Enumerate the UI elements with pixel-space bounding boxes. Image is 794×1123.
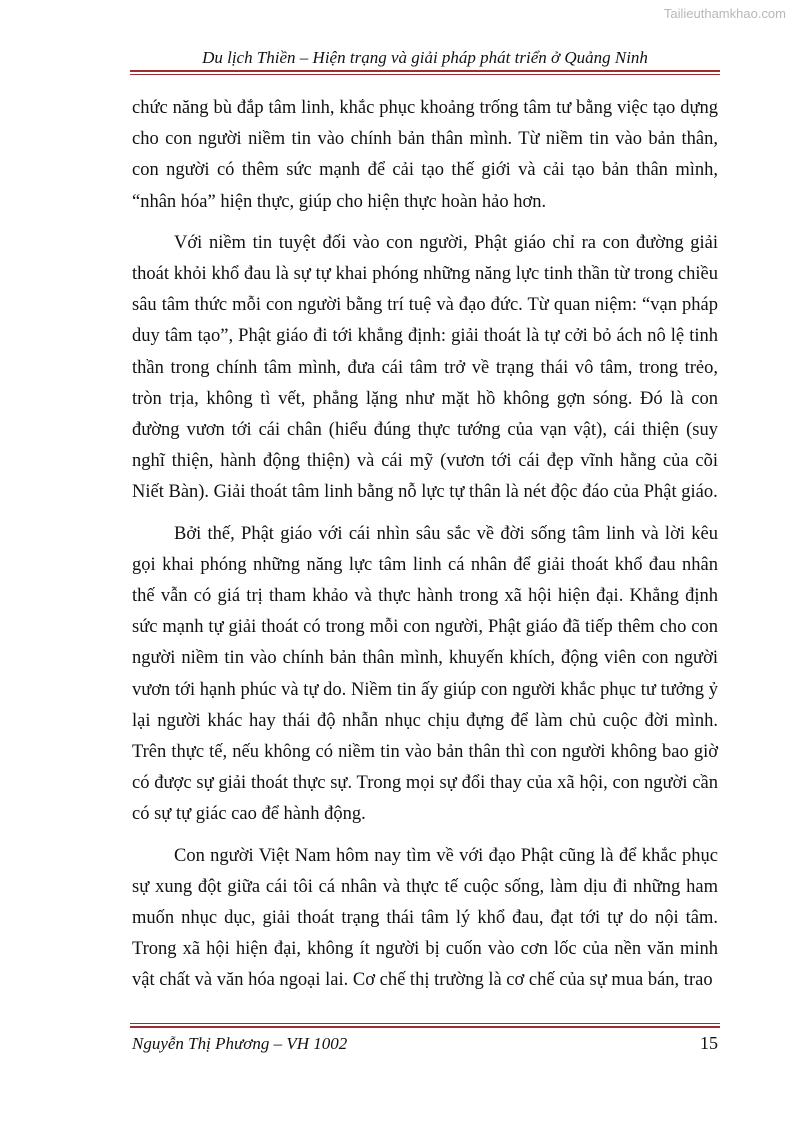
header-rule-thick [130,70,720,72]
page-body [132,93,718,1007]
running-header-title: Du lịch Thiền – Hiện trạng và giải pháp phát triển ở Quảng Ninh [202,48,648,67]
footer-rule-thick [130,1026,720,1028]
page-number: 15 [700,1033,718,1053]
paragraph-2: Với niềm tin tuyệt đối vào con người, Phật giáo chỉ ra con đường giải thoát khỏi khổ đau là sự tự khai phóng những năng lực tinh thần từ trong chiều sâu tâm thức mỗi con người bằng trí tuệ và đạo đức. Từ quan niệm: “vạn pháp duy tâm tạo”, Phật giáo đi tới khẳng định: giải thoát là tự cởi bỏ ách nô lệ tinh thần trong chính tâm mình, đưa cái tâm trở về trạng thái vô tâm, trong trẻo, tròn trịa, không tì vết, phẳng lặng như mặt hồ không gợn sóng. Đó là con đường vươn tới cái chân (hiểu đúng thực tướng của vạn vật), cái thiện (suy nghĩ thiện, hành động thiện) và cái mỹ (vươn tới cái đẹp vĩnh hằng của cõi Niết Bàn). Giải thoát tâm linh bằng nỗ lực tự thân là nét độc đáo của Phật giáo. [132,232,718,503]
paragraph-4: Con người Việt Nam hôm nay tìm về với đạo Phật cũng là để khắc phục sự xung đột giữa cái tôi cá nhân và thực tế cuộc sống, làm dịu đi những ham muốn nhục dục, giải thoát trạng thái tâm lý khổ đau, đạt tới tự do nội tâm. Trong xã hội hiện đại, không ít người bị cuốn vào cơn lốc của nền văn minh vật chất và văn hóa ngoại lai. Cơ chế thị trường là cơ chế của sự mua bán, trao [132,845,718,991]
watermark-text: Tailieuthamkhao.com [663,6,786,21]
paragraph-3: Bởi thế, Phật giáo với cái nhìn sâu sắc về đời sống tâm linh và lời kêu gọi khai phóng những năng lực tâm linh cá nhân để giải thoát khổ đau nhân thế vẫn có giá trị tham khảo và thực hành trong xã hội hiện đại. Khẳng định sức mạnh tự giải thoát có trong mỗi con người, Phật giáo đã tiếp thêm cho con người niềm tin vào chính bản thân mình, khuyến khích, động viên con người vươn tới hạnh phúc và tự do. Niềm tin ấy giúp con người khắc phục tư tưởng ỷ lại người khác hay thái độ nhẫn nhục chịu đựng để làm chủ cuộc đời mình. Trên thực tế, nếu không có niềm tin vào bản thân thì con người không bao giờ có được sự giải thoát thực sự. Trong mọi sự đổi thay của xã hội, con người cần có sự tự giác cao để hành động. [132,523,718,825]
footer-rule-thin [130,1023,720,1024]
header-rule-thin [130,74,720,75]
footer-author: Nguyễn Thị Phương – VH 1002 [132,1034,348,1053]
paragraph-1: chức năng bù đắp tâm linh, khắc phục khoảng trống tâm tư bằng việc tạo dựng cho con người niềm tin vào chính bản thân mình. Từ niềm tin vào bản thân, con người có thêm sức mạnh để cải tạo thế giới và cải tạo bản thân mình, “nhân hóa” hiện thực, giúp cho hiện thực hoàn hảo hơn. [132,98,718,212]
